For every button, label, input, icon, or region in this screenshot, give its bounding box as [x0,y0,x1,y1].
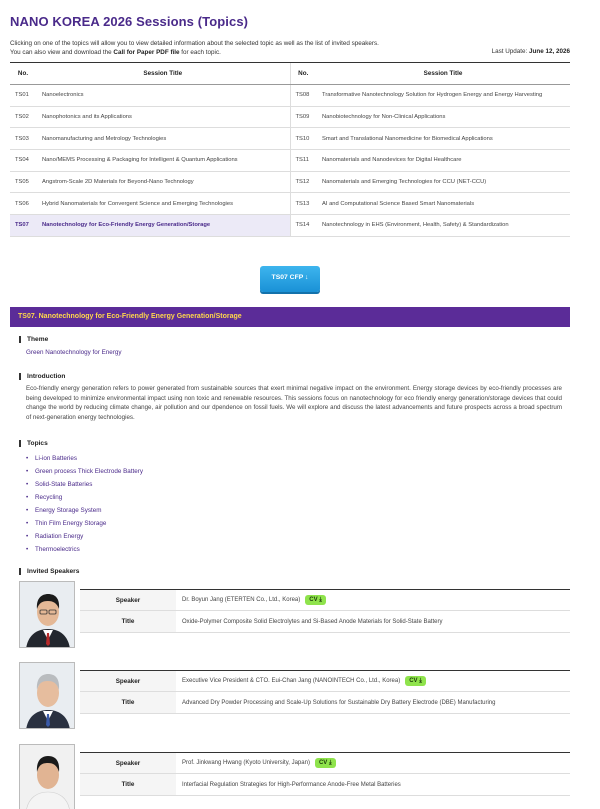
table-header-row [10,63,570,85]
speaker-row [80,752,570,774]
speaker-row [80,670,570,692]
session-no[interactable]: TS08 [290,85,316,107]
theme-heading: Theme [19,336,48,343]
session-no[interactable]: TS09 [290,106,316,128]
topics-list [26,454,143,558]
intro-line-2 [10,48,379,57]
header-no-right: No. [290,63,316,85]
session-title-link[interactable]: Angstrom-Scale 2D Materials for Beyond-Nano Technology [36,171,290,193]
session-no[interactable]: TS04 [10,150,36,172]
speaker-info-table [80,581,570,633]
speaker-card [19,744,570,809]
last-update-date: June 12, 2026 [529,48,570,55]
list-item[interactable]: • Thin Film Energy Storage [26,519,143,532]
table-row [10,85,570,107]
table-row-selected [10,215,570,237]
intro-line-2-suffix: for each topic. [179,49,221,56]
session-no[interactable]: TS13 [290,193,316,215]
title-row [80,692,570,714]
list-item[interactable]: • Solid-State Batteries [26,480,143,493]
session-title-link[interactable]: Hybrid Nanomaterials for Convergent Science and Emerging Technologies [36,193,290,215]
list-item[interactable]: • Green process Thick Electrode Battery [26,467,143,480]
session-title-link[interactable]: Nanotechnology for Eco-Friendly Energy Generation/Storage [36,215,290,237]
topics-heading: Topics [19,440,48,447]
session-no[interactable]: TS14 [290,215,316,237]
session-no[interactable]: TS03 [10,128,36,150]
session-title-link[interactable]: Nano/MEMS Processing & Packaging for Intelligent & Quantum Applications [36,150,290,172]
title-label: Title [80,611,176,632]
intro-line-1: Clicking on one of the topics will allow you to view detailed information about the selected topic as well as the list of invited speakers. [10,40,379,47]
speaker-name-cell [176,758,336,768]
speaker-label: Speaker [80,590,176,610]
cfp-download-button[interactable]: TS07 CFP ↓ [260,266,320,292]
talk-title: Advanced Dry Powder Processing and Scale-Up Solutions for Sustainable Dry Battery Electrode (DBE) Manufacturing [182,699,496,706]
session-no[interactable]: TS02 [10,106,36,128]
session-title-link[interactable]: Nanotechnology in EHS (Environment, Health, Safety) & Standardization [316,215,570,237]
speaker-name: Dr. Boyun Jang (ETERTEN Co., Ltd., Korea) [182,597,301,603]
session-title-link[interactable]: Nanobiotechnology for Non-Clinical Applications [316,106,570,128]
session-no[interactable]: TS06 [10,193,36,215]
page-title: NANO KOREA 2026 Sessions (Topics) [10,14,249,29]
title-row [80,611,570,633]
header-title-left: Session Title [36,63,290,85]
session-no[interactable]: TS07 [10,215,36,237]
session-no[interactable]: TS10 [290,128,316,150]
speaker-name: Prof. Jinkwang Hwang (Kyoto University, Japan) [182,760,310,766]
introduction-heading: Introduction [19,373,65,380]
speaker-label: Speaker [80,671,176,691]
table-row [10,106,570,128]
theme-value: Green Nanotechnology for Energy [26,349,122,356]
table-row [10,193,570,215]
selected-session-bar: TS07. Nanotechnology for Eco-Friendly Energy Generation/Storage [10,307,570,327]
cv-download-button[interactable]: CV ⤓ [315,758,336,768]
speaker-info-table [80,744,570,796]
list-item[interactable]: • Thermoelectrics [26,545,143,558]
header-no-left: No. [10,63,36,85]
session-title-link[interactable]: Nanophotonics and its Applications [36,106,290,128]
speaker-photo [19,662,75,729]
talk-title: Oxide-Polymer Composite Solid Electrolytes and Si-Based Anode Materials for Solid-State Battery [182,618,443,625]
list-item[interactable]: • Energy Storage System [26,506,143,519]
session-title-link[interactable]: Transformative Nanotechnology Solution for Hydrogen Energy and Energy Harvesting [316,85,570,107]
session-title-link[interactable]: Nanomaterials and Emerging Technologies for CCU (NET-CCU) [316,171,570,193]
speaker-label: Speaker [80,753,176,773]
session-no[interactable]: TS01 [10,85,36,107]
session-no[interactable]: TS05 [10,171,36,193]
last-update-label: Last Update: [491,48,530,55]
intro-text [10,39,379,57]
cv-download-button[interactable]: CV ⤓ [305,595,326,605]
speaker-photo [19,744,75,809]
list-item[interactable]: • Radiation Energy [26,532,143,545]
table-row [10,171,570,193]
speaker-info-table [80,662,570,714]
title-label: Title [80,692,176,713]
table-row [10,128,570,150]
session-no[interactable]: TS11 [290,150,316,172]
table-row [10,150,570,172]
header-title-right: Session Title [316,63,570,85]
session-no[interactable]: TS12 [290,171,316,193]
session-title-link[interactable]: Nanoelectronics [36,85,290,107]
session-title-link[interactable]: AI and Computational Science Based Smart Nanomaterials [316,193,570,215]
speaker-name: Executive Vice President & CTO. Eui-Chan Jang (NANOINTECH Co., Ltd., Korea) [182,678,401,684]
title-label: Title [80,774,176,795]
session-title-link[interactable]: Nanomaterials and Nanodevices for Digital Healthcare [316,150,570,172]
session-title-link[interactable]: Smart and Translational Nanomedicine for Biomedical Applications [316,128,570,150]
sessions-table [10,62,570,237]
introduction-text: Eco-friendly energy generation refers to power generated from sustainable sources that exert minimal negative impact on the environment. Energy storage devices by eco-friendly processes are being developed to minimize environmental impact using non toxic and renewable resources. This sessions focus on nanotechnology for eco friendly energy generation/storage devices that could change the world by reducing climate change, air pollution and our dpendence on fossil fuels. We will explore and discuss the latest advancements and future prospects across a broad spectrum of next-generation energy technologies. [26,385,562,421]
speaker-photo [19,581,75,648]
speaker-card [19,581,570,651]
title-row [80,774,570,796]
speaker-name-cell [176,676,426,686]
speaker-row [80,589,570,611]
intro-line-2-bold: Call for Paper PDF file [113,49,180,56]
list-item[interactable]: • Li-ion Batteries [26,454,143,467]
speaker-card [19,662,570,732]
speaker-name-cell [176,595,326,605]
last-update [492,48,570,55]
list-item[interactable]: • Recycling [26,493,143,506]
session-title-link[interactable]: Nanomanufacturing and Metrology Technologies [36,128,290,150]
intro-line-2-prefix: You can also view and download the [10,49,114,56]
invited-speakers-heading: Invited Speakers [19,568,79,575]
talk-title: Interfacial Regulation Strategies for High-Performance Anode-Free Metal Batteries [182,781,401,788]
cv-download-button[interactable]: CV ⤓ [405,676,426,686]
